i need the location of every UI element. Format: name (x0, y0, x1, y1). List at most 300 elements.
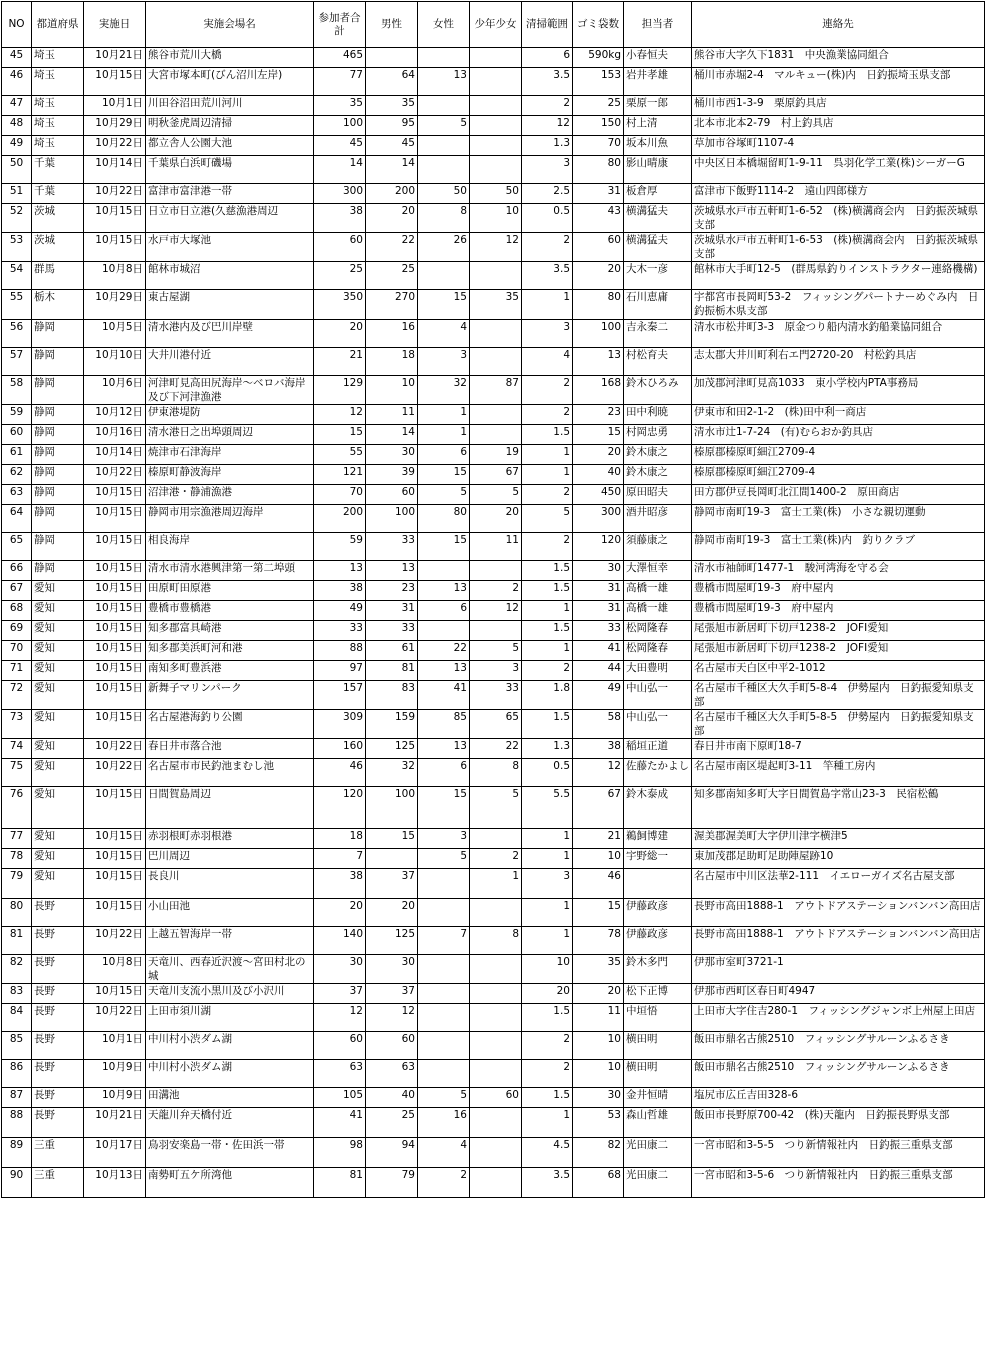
cell-date: 10月15日 (84, 581, 146, 601)
table-row (2, 787, 985, 829)
cell-female: 50 (418, 184, 470, 204)
cleanup-event-table (1, 1, 985, 1198)
cell-area: 1 (522, 290, 573, 320)
cell-youth: 50 (470, 184, 522, 204)
cell-male: 25 (366, 1108, 418, 1138)
cell-female (418, 48, 470, 68)
cell-date: 10月15日 (84, 533, 146, 561)
cell-female: 13 (418, 581, 470, 601)
cell-no: 84 (2, 1004, 32, 1032)
cell-area: 12 (522, 116, 573, 136)
cell-prefecture: 長野 (32, 1088, 84, 1108)
cell-venue: 中川村小渋ダム湖 (146, 1032, 314, 1060)
cell-female: 2 (418, 1168, 470, 1198)
cell-youth (470, 425, 522, 445)
cell-person: 光田康二 (624, 1138, 692, 1168)
cell-male: 100 (366, 505, 418, 533)
cell-bags: 11 (573, 1004, 624, 1032)
cell-venue: 静岡市用宗漁港周辺海岸 (146, 505, 314, 533)
cell-youth (470, 1032, 522, 1060)
cell-bags: 30 (573, 1088, 624, 1108)
cell-date: 10月15日 (84, 899, 146, 927)
cell-date: 10月17日 (84, 1138, 146, 1168)
cell-female (418, 899, 470, 927)
cell-female: 26 (418, 233, 470, 262)
cell-person: 鵜飼博建 (624, 829, 692, 849)
cell-female: 8 (418, 204, 470, 233)
cell-prefecture: 静岡 (32, 533, 84, 561)
cell-person: 大田豊明 (624, 661, 692, 681)
cell-contact: 名古屋市南区堤起町3-11 竿種工房内 (692, 759, 985, 787)
cell-contact: 清水市辻1-7-24 (有)むらおか釣具店 (692, 425, 985, 445)
table-row (2, 320, 985, 348)
cell-no: 73 (2, 710, 32, 739)
cell-venue: 川田谷沼田荒川河川 (146, 96, 314, 116)
cell-total: 45 (314, 136, 366, 156)
cell-venue: 長良川 (146, 869, 314, 899)
cell-youth: 5 (470, 787, 522, 829)
table-row (2, 262, 985, 290)
cell-prefecture: 埼玉 (32, 116, 84, 136)
cell-contact: 茨城県水戸市五軒町1-6-53 (株)横溝商会内 日釣振茨城県支部 (692, 233, 985, 262)
cell-male: 31 (366, 601, 418, 621)
cell-date: 10月8日 (84, 955, 146, 984)
cell-prefecture: 長野 (32, 899, 84, 927)
cell-area: 1.3 (522, 136, 573, 156)
cell-no: 71 (2, 661, 32, 681)
cell-youth: 19 (470, 445, 522, 465)
cell-venue: 赤羽根町赤羽根港 (146, 829, 314, 849)
cell-person: 松岡隆春 (624, 641, 692, 661)
table-row (2, 899, 985, 927)
cell-female: 16 (418, 1108, 470, 1138)
cell-female: 80 (418, 505, 470, 533)
cell-person: 伊藤政彦 (624, 899, 692, 927)
cell-venue: 豊橋市豊橋港 (146, 601, 314, 621)
cell-venue: 新舞子マリンパーク (146, 681, 314, 710)
cell-date: 10月22日 (84, 927, 146, 955)
cell-bags: 80 (573, 156, 624, 184)
cell-female: 15 (418, 533, 470, 561)
cell-date: 10月13日 (84, 1168, 146, 1198)
cell-contact: 加茂郡河津町見高1033 東小学校内PTA事務局 (692, 376, 985, 405)
cell-youth (470, 1004, 522, 1032)
cell-no: 78 (2, 849, 32, 869)
cell-contact: 草加市谷塚町1107-4 (692, 136, 985, 156)
cell-male: 20 (366, 899, 418, 927)
cell-total: 100 (314, 116, 366, 136)
cell-youth (470, 96, 522, 116)
cell-no: 49 (2, 136, 32, 156)
table-row (2, 661, 985, 681)
cell-male: 15 (366, 829, 418, 849)
cell-prefecture: 愛知 (32, 829, 84, 849)
cell-date: 10月21日 (84, 1108, 146, 1138)
cell-total: 15 (314, 425, 366, 445)
table-row (2, 601, 985, 621)
cell-contact: 長野市高田1888-1 アウトドアステーションバンバン高田店 (692, 899, 985, 927)
cell-total: 46 (314, 759, 366, 787)
cell-bags: 41 (573, 641, 624, 661)
table-row (2, 984, 985, 1004)
cell-no: 75 (2, 759, 32, 787)
cell-person: 大澤恒幸 (624, 561, 692, 581)
cell-prefecture: 静岡 (32, 376, 84, 405)
cell-female: 15 (418, 787, 470, 829)
cell-youth: 2 (470, 849, 522, 869)
table-row (2, 505, 985, 533)
cell-female: 41 (418, 681, 470, 710)
cell-youth (470, 899, 522, 927)
cell-bags: 60 (573, 233, 624, 262)
cell-person: 栗原一郎 (624, 96, 692, 116)
cell-total: 63 (314, 1060, 366, 1088)
cell-male (366, 849, 418, 869)
cell-female (418, 96, 470, 116)
cell-date: 10月1日 (84, 96, 146, 116)
cell-venue: 南勢町五ケ所湾他 (146, 1168, 314, 1198)
cell-female: 15 (418, 290, 470, 320)
cell-no: 66 (2, 561, 32, 581)
header-contact: 連絡先 (692, 2, 985, 48)
cell-youth (470, 1168, 522, 1198)
cell-prefecture: 静岡 (32, 445, 84, 465)
cell-total: 465 (314, 48, 366, 68)
cell-contact: 榛原郡榛原町細江2709-4 (692, 465, 985, 485)
cell-area: 2.5 (522, 184, 573, 204)
cell-prefecture: 三重 (32, 1138, 84, 1168)
cell-male: 94 (366, 1138, 418, 1168)
table-row (2, 485, 985, 505)
header-prefecture: 都道府県 (32, 2, 84, 48)
cell-total: 18 (314, 829, 366, 849)
cell-venue: 沼津港・静浦漁港 (146, 485, 314, 505)
cell-youth: 65 (470, 710, 522, 739)
cell-total: 20 (314, 320, 366, 348)
cell-bags: 20 (573, 445, 624, 465)
cell-contact: 名古屋市千種区大久手町5-8-5 伊勢屋内 日釣振愛知県支部 (692, 710, 985, 739)
cell-person: 横溝猛夫 (624, 233, 692, 262)
table-row (2, 68, 985, 96)
cell-area: 1 (522, 927, 573, 955)
table-row (2, 681, 985, 710)
cell-male: 60 (366, 1032, 418, 1060)
cell-total: 350 (314, 290, 366, 320)
table-row (2, 927, 985, 955)
cell-female (418, 156, 470, 184)
cell-no: 57 (2, 348, 32, 376)
cell-no: 63 (2, 485, 32, 505)
cell-person: 石川恵庸 (624, 290, 692, 320)
cell-date: 10月15日 (84, 849, 146, 869)
cell-area: 1.5 (522, 710, 573, 739)
cell-female: 5 (418, 485, 470, 505)
cell-contact: 茨城県水戸市五軒町1-6-52 (株)横溝商会内 日釣振茨城県支部 (692, 204, 985, 233)
cell-bags: 153 (573, 68, 624, 96)
table-row (2, 1138, 985, 1168)
cell-contact: 館林市大手町12-5 (群馬県釣りインストラクター連絡機構) (692, 262, 985, 290)
cell-no: 51 (2, 184, 32, 204)
cell-date: 10月22日 (84, 759, 146, 787)
cell-area: 3 (522, 156, 573, 184)
cell-prefecture: 千葉 (32, 184, 84, 204)
cell-female: 1 (418, 405, 470, 425)
cell-male: 16 (366, 320, 418, 348)
cell-bags: 20 (573, 262, 624, 290)
cell-male: 30 (366, 955, 418, 984)
cell-total: 70 (314, 485, 366, 505)
cell-no: 83 (2, 984, 32, 1004)
cell-area: 2 (522, 1032, 573, 1060)
cell-date: 10月14日 (84, 445, 146, 465)
cell-total: 21 (314, 348, 366, 376)
cell-area: 1 (522, 1108, 573, 1138)
cell-prefecture: 長野 (32, 1004, 84, 1032)
cell-venue: 知多郡富具崎港 (146, 621, 314, 641)
cell-total: 37 (314, 984, 366, 1004)
cell-person: 鈴木康之 (624, 445, 692, 465)
cell-no: 74 (2, 739, 32, 759)
table-row (2, 1108, 985, 1138)
cell-venue: 大宮市塚本町(びん沼川左岸) (146, 68, 314, 96)
cell-contact: 伊那市室町3721-1 (692, 955, 985, 984)
cell-venue: 田溝池 (146, 1088, 314, 1108)
cell-youth: 22 (470, 739, 522, 759)
cell-area: 10 (522, 955, 573, 984)
cell-female: 6 (418, 601, 470, 621)
cell-youth (470, 561, 522, 581)
cell-female: 4 (418, 1138, 470, 1168)
cell-prefecture: 静岡 (32, 425, 84, 445)
cell-no: 48 (2, 116, 32, 136)
cell-bags: 78 (573, 927, 624, 955)
cell-youth: 11 (470, 533, 522, 561)
cell-bags: 590kg (573, 48, 624, 68)
cell-area: 0.5 (522, 759, 573, 787)
cell-no: 56 (2, 320, 32, 348)
cell-person: 田中利暁 (624, 405, 692, 425)
cell-venue: 水戸市大塚池 (146, 233, 314, 262)
cell-male: 10 (366, 376, 418, 405)
cell-person: 村松育夫 (624, 348, 692, 376)
cell-bags: 15 (573, 425, 624, 445)
cell-area: 3.5 (522, 262, 573, 290)
cell-female (418, 621, 470, 641)
cell-bags: 20 (573, 984, 624, 1004)
cell-male: 37 (366, 984, 418, 1004)
cell-area: 2 (522, 661, 573, 681)
cell-male: 95 (366, 116, 418, 136)
cell-person: 森山哲雄 (624, 1108, 692, 1138)
cell-prefecture: 埼玉 (32, 96, 84, 116)
cell-no: 46 (2, 68, 32, 96)
cell-venue: 小山田池 (146, 899, 314, 927)
cell-male: 100 (366, 787, 418, 829)
cell-female: 15 (418, 465, 470, 485)
cell-female: 3 (418, 829, 470, 849)
cell-prefecture: 長野 (32, 1108, 84, 1138)
cell-no: 81 (2, 927, 32, 955)
cell-area: 1.5 (522, 1088, 573, 1108)
cell-male: 22 (366, 233, 418, 262)
cell-person: 酒井昭彦 (624, 505, 692, 533)
cell-venue: 館林市城沼 (146, 262, 314, 290)
cell-area: 3 (522, 320, 573, 348)
table-row (2, 581, 985, 601)
cell-bags: 31 (573, 601, 624, 621)
cell-date: 10月15日 (84, 984, 146, 1004)
cell-date: 10月15日 (84, 505, 146, 533)
cell-person: 中山弘一 (624, 710, 692, 739)
cell-youth: 10 (470, 204, 522, 233)
cell-male: 61 (366, 641, 418, 661)
cell-person: 板倉厚 (624, 184, 692, 204)
cell-contact: 一宮市昭和3-5-5 つり新情報社内 日釣振三重県支部 (692, 1138, 985, 1168)
cell-contact: 上田市大字住吉280-1 フィッシングジャンボ上州屋上田店 (692, 1004, 985, 1032)
cell-date: 10月15日 (84, 829, 146, 849)
cell-youth (470, 621, 522, 641)
cell-bags: 21 (573, 829, 624, 849)
table-row (2, 348, 985, 376)
cell-area: 3 (522, 869, 573, 899)
cell-female: 22 (418, 641, 470, 661)
cell-person: 高橋一雄 (624, 581, 692, 601)
cell-date: 10月15日 (84, 621, 146, 641)
cell-venue: 日立市日立港(久慈漁港周辺 (146, 204, 314, 233)
cell-no: 65 (2, 533, 32, 561)
cell-female (418, 561, 470, 581)
cell-total: 49 (314, 601, 366, 621)
cell-person: 岩井孝雄 (624, 68, 692, 96)
cell-date: 10月9日 (84, 1060, 146, 1088)
header-row (2, 2, 985, 48)
cell-youth (470, 136, 522, 156)
cell-venue: 熊谷市荒川大橋 (146, 48, 314, 68)
cell-youth: 5 (470, 485, 522, 505)
cell-contact: 志太郡大井川町利右エ門2720-20 村松釣具店 (692, 348, 985, 376)
cell-prefecture: 愛知 (32, 710, 84, 739)
cell-date: 10月15日 (84, 204, 146, 233)
cell-no: 58 (2, 376, 32, 405)
cell-prefecture: 愛知 (32, 661, 84, 681)
cell-venue: 天龍川弁天橋付近 (146, 1108, 314, 1138)
header-total: 参加者合計 (314, 2, 366, 48)
cell-no: 88 (2, 1108, 32, 1138)
table-row (2, 116, 985, 136)
cell-date: 10月22日 (84, 739, 146, 759)
cell-person: 伊藤政彦 (624, 927, 692, 955)
cell-bags: 80 (573, 290, 624, 320)
cell-female: 7 (418, 927, 470, 955)
cell-total: 7 (314, 849, 366, 869)
cell-person: 鈴木ひろみ (624, 376, 692, 405)
cell-total: 98 (314, 1138, 366, 1168)
table-row (2, 641, 985, 661)
cell-male: 64 (366, 68, 418, 96)
cell-venue: 日間賀島周辺 (146, 787, 314, 829)
cell-female: 1 (418, 425, 470, 445)
cell-contact: 一宮市昭和3-5-6 つり新情報社内 日釣振三重県支部 (692, 1168, 985, 1198)
cell-date: 10月15日 (84, 601, 146, 621)
cell-total: 160 (314, 739, 366, 759)
cell-male: 125 (366, 739, 418, 759)
cell-female: 6 (418, 445, 470, 465)
cell-no: 72 (2, 681, 32, 710)
cell-bags: 120 (573, 533, 624, 561)
cell-no: 85 (2, 1032, 32, 1060)
cell-date: 10月15日 (84, 485, 146, 505)
cell-contact: 春日井市南下原町18-7 (692, 739, 985, 759)
cell-venue: 南知多町豊浜港 (146, 661, 314, 681)
cell-bags: 13 (573, 348, 624, 376)
cell-no: 87 (2, 1088, 32, 1108)
cell-venue: 明秋釜虎周辺清掃 (146, 116, 314, 136)
table-row (2, 425, 985, 445)
cell-venue: 名古屋港海釣り公園 (146, 710, 314, 739)
cell-contact: 名古屋市天白区中平2-1012 (692, 661, 985, 681)
cell-youth (470, 1138, 522, 1168)
cell-bags: 46 (573, 869, 624, 899)
cell-area: 3.5 (522, 1168, 573, 1198)
cell-contact: 名古屋市千種区大久手町5-8-4 伊勢屋内 日釣振愛知県支部 (692, 681, 985, 710)
cell-bags: 23 (573, 405, 624, 425)
cell-total: 14 (314, 156, 366, 184)
cell-youth (470, 1060, 522, 1088)
cell-female: 4 (418, 320, 470, 348)
cell-person: 坂本川魚 (624, 136, 692, 156)
cell-prefecture: 埼玉 (32, 136, 84, 156)
cell-no: 69 (2, 621, 32, 641)
cell-area: 5 (522, 505, 573, 533)
cell-prefecture: 長野 (32, 984, 84, 1004)
cell-total: 97 (314, 661, 366, 681)
cell-person: 高橋一雄 (624, 601, 692, 621)
cell-prefecture: 愛知 (32, 681, 84, 710)
cell-male: 79 (366, 1168, 418, 1198)
cell-contact: 長野市高田1888-1 アウトドアステーションバンバン高田店 (692, 927, 985, 955)
cell-male: 63 (366, 1060, 418, 1088)
table-row (2, 405, 985, 425)
cell-area: 5.5 (522, 787, 573, 829)
cell-no: 67 (2, 581, 32, 601)
cell-contact: 静岡市南町19-3 富士工業(株) 小さな親切運動 (692, 505, 985, 533)
cell-venue: 千葉県白浜町磯場 (146, 156, 314, 184)
cell-bags: 49 (573, 681, 624, 710)
cell-area: 1.5 (522, 621, 573, 641)
cell-date: 10月8日 (84, 262, 146, 290)
table-row (2, 869, 985, 899)
cell-total: 38 (314, 581, 366, 601)
cell-prefecture: 愛知 (32, 621, 84, 641)
cell-prefecture: 埼玉 (32, 48, 84, 68)
cell-venue: 清水港内及び巴川岸壁 (146, 320, 314, 348)
cell-male: 30 (366, 445, 418, 465)
cell-bags: 450 (573, 485, 624, 505)
cell-male: 13 (366, 561, 418, 581)
cell-total: 38 (314, 204, 366, 233)
cell-venue: 都立舎人公園大池 (146, 136, 314, 156)
cell-total: 12 (314, 1004, 366, 1032)
cell-area: 1.5 (522, 1004, 573, 1032)
table-row (2, 445, 985, 465)
cell-date: 10月9日 (84, 1088, 146, 1108)
cell-area: 1 (522, 445, 573, 465)
cell-prefecture: 長野 (32, 1060, 84, 1088)
cell-contact: 塩尻市広丘吉田328-6 (692, 1088, 985, 1108)
cell-female: 5 (418, 1088, 470, 1108)
cell-bags: 30 (573, 561, 624, 581)
cell-no: 82 (2, 955, 32, 984)
